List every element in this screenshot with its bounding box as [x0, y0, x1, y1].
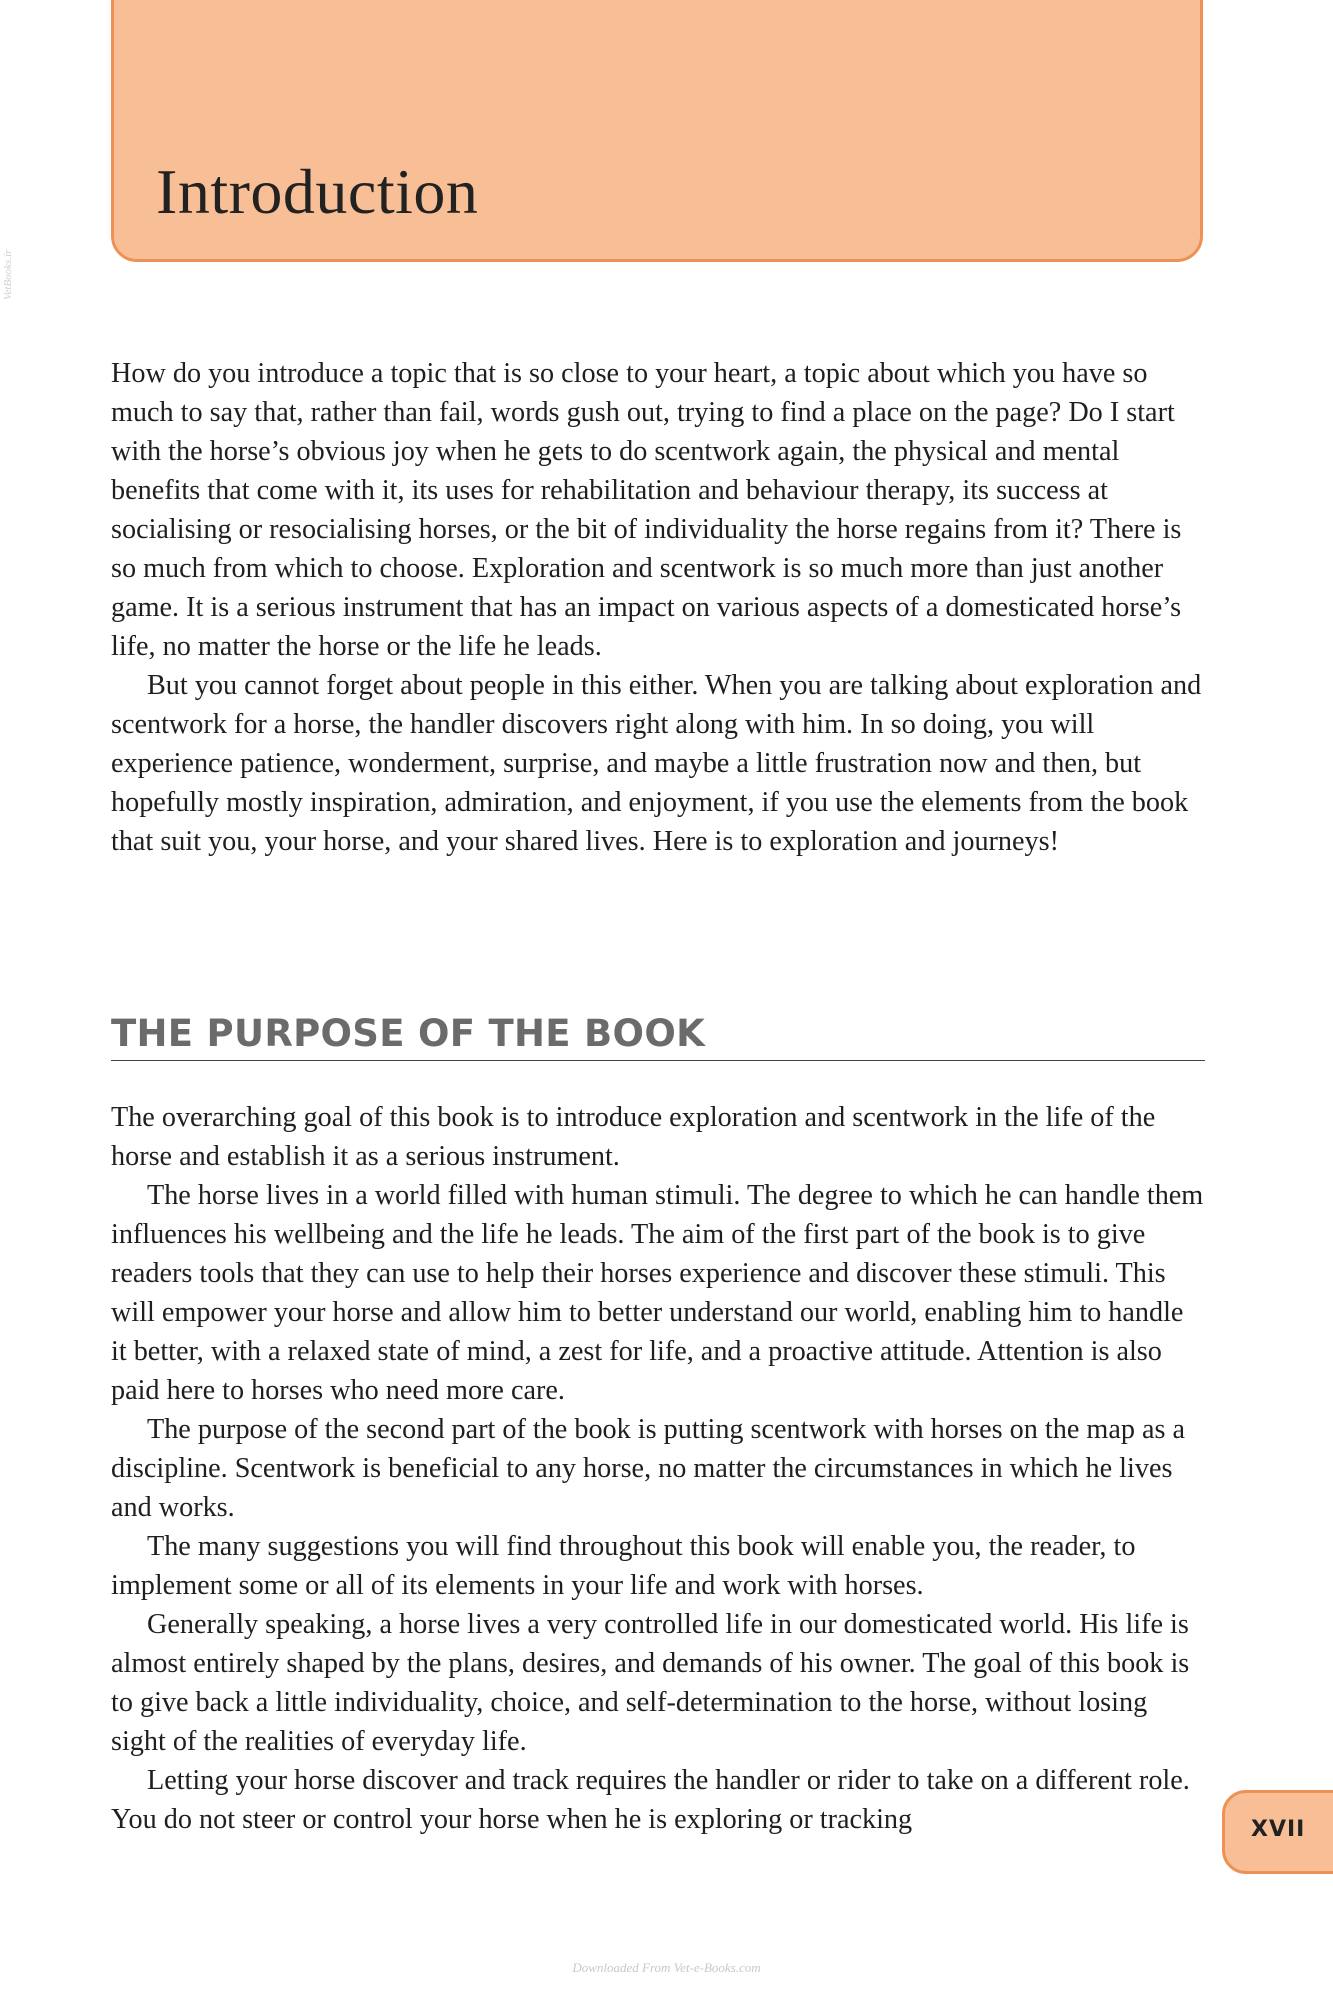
purpose-paragraph: The many suggestions you will find throughout this book will enable you, the reader, to implement some or all of its elements in your life and work with horses.	[111, 1531, 1136, 1601]
purpose-paragraph: Generally speaking, a horse lives a very controlled life in our domesticated world. His life is almost entirely shaped by the plans, desires, and demands of his owner. The goal of this book is to give back a little individuality, choice, and self-determination to the horse, without losing sight of the realities of everyday life.	[111, 1609, 1190, 1757]
page-number-tab	[1222, 1790, 1333, 1874]
purpose-paragraph: The purpose of the second part of the book is putting scentwork with horses on the map as a discipline. Scentwork is beneficial to any horse, no matter the circumstances in which he lives and works.	[111, 1414, 1186, 1523]
footer-watermark: Downloaded From Vet-e-Books.com	[572, 1960, 761, 1975]
purpose-paragraph: Letting your horse discover and track requires the handler or rider to take on a different role. You do not steer or control your horse when he is exploring or tracking	[111, 1765, 1190, 1835]
intro-paragraph: But you cannot forget about people in this either. When you are talking about exploration and scentwork for a horse, the handler discovers right along with him. In so doing, you will experience patience, wonderment, surprise, and maybe a little frustration now and then, but hopefully mostly inspiration, admiration, and enjoyment, if you use the elements from the book that suit you, your horse, and your shared lives. Here is to exploration and journeys!	[111, 670, 1202, 857]
side-watermark: VetBooks.ir	[2, 249, 14, 300]
chapter-header-box	[111, 0, 1203, 262]
intro-text	[111, 354, 1205, 861]
intro-paragraph: How do you introduce a topic that is so close to your heart, a topic about which you have so much to say that, rather than fail, words gush out, trying to find a place on the page? Do I start with the horse’s obvious joy when he gets to do scentwork again, the physical and mental benefits that come with it, its uses for rehabilitation and behaviour therapy, its success at socialising or resocialising horses, or the bit of individuality the horse regains from it? There is so much from which to choose. Exploration and scentwork is so much more than just another game. It is a serious instrument that has an impact on various aspects of a domesticated horse’s life, no matter the horse or the life he leads.	[111, 358, 1182, 662]
purpose-paragraph: The overarching goal of this book is to introduce exploration and scentwork in the life of the horse and establish it as a serious instrument.	[111, 1102, 1156, 1172]
section-heading: THE PURPOSE OF THE BOOK	[111, 1010, 1205, 1061]
page-number: XVII	[1251, 1817, 1306, 1842]
purpose-text	[111, 1098, 1205, 1839]
chapter-title: Introduction	[156, 156, 479, 227]
purpose-paragraph: The horse lives in a world filled with human stimuli. The degree to which he can handle them influences his wellbeing and the life he leads. The aim of the first part of the book is to give readers tools that they can use to help their horses experience and discover these stimuli. This will empower your horse and allow him to better understand our world, enabling him to handle it better, with a relaxed state of mind, a zest for life, and a proactive attitude. Attention is also paid here to horses who need more care.	[111, 1180, 1204, 1406]
